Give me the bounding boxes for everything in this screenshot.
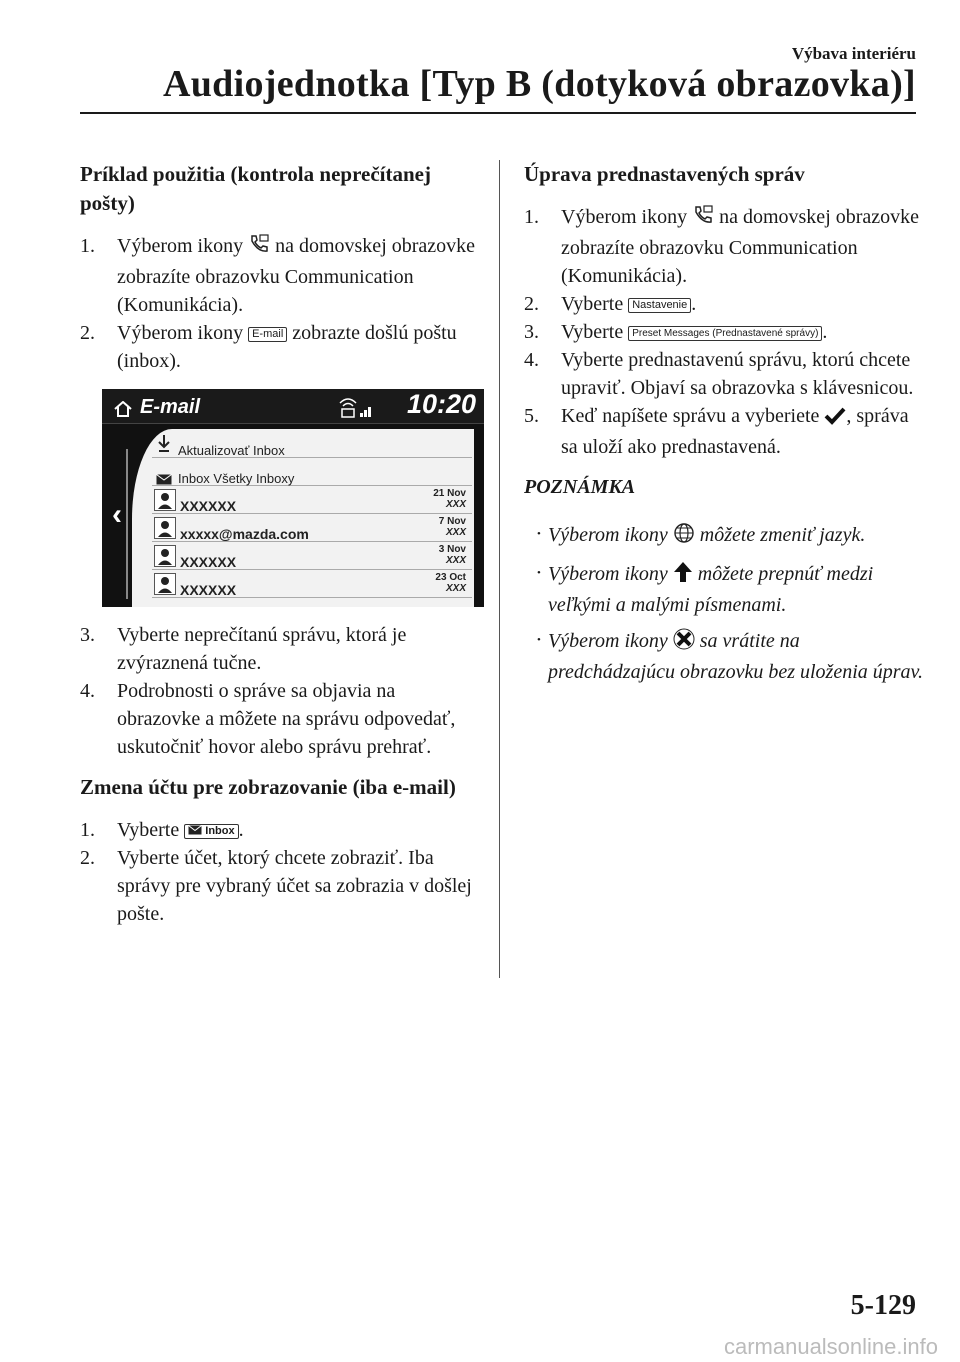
table-row[interactable] [152,487,472,514]
notes-list [524,521,924,686]
screen-clock: 10:20 [406,389,476,419]
mail-date: 23 Oct XXX [435,572,466,594]
home-icon[interactable] [114,397,132,425]
list-item-refresh[interactable] [152,431,472,458]
left-column [80,160,480,940]
steps-read-mail [80,621,480,761]
steps-edit-preset [524,203,924,461]
note-title: POZNÁMKA [524,476,636,498]
header-rule [80,112,916,114]
step-item [524,290,924,318]
step-number: 1. [524,206,539,228]
list-item-inbox-all[interactable] [152,459,472,486]
heading-change-account: Zmena účtu pre zobrazovanie (iba e-mail) [80,775,456,799]
avatar [154,573,176,595]
delete-x-icon [673,628,695,658]
step-number: 1. [80,235,95,257]
preset-messages-button[interactable]: Preset Messages (Prednastavené správy) [628,326,822,341]
step-item [80,844,480,928]
step-number: 5. [524,405,539,427]
note-item [524,560,924,619]
column-divider [499,160,500,978]
envelope-icon [188,825,202,835]
step-number: 2. [80,847,95,869]
list-item-label: Aktualizovať Inbox [178,443,285,458]
step-text: . [238,819,244,841]
email-screen [102,389,484,607]
step-text: Výberom ikony [561,206,688,228]
step-text: Výberom ikony [117,322,244,344]
header-title: Audiojednotka [Typ B (dotyková obrazovka)] [163,63,916,105]
steps-change-account [80,816,480,928]
globe-icon [673,522,695,552]
step-item [80,816,480,844]
phone-message-icon [692,204,714,234]
step-item [524,346,924,402]
inbox-button-label: Inbox [205,825,235,837]
step-item [524,203,924,290]
step-text: Vyberte [117,819,180,841]
list-item-label: Inbox Všetky Inboxy [178,471,295,486]
back-chevron-icon[interactable]: ‹ [112,498,122,531]
inbox-button[interactable] [184,824,238,839]
step-text: na domovskej obrazovke zobrazíte obrazovku Communication (Komunikácia). [117,235,476,316]
step-text: Vyberte účet, ktorý chcete zobraziť. Iba správy pre vybraný účet sa zobrazia v došlej pošte. [117,847,472,925]
table-row[interactable] [152,571,472,598]
mail-sender: XXXXXX [180,582,237,598]
table-row[interactable] [152,543,472,570]
shift-arrow-icon [673,561,693,591]
mail-date: 7 Nov XXX [438,516,466,538]
heading-check-unread: Príklad použitia (kontrola neprečítanej pošty) [80,162,431,215]
signal-icon [336,395,376,427]
note-text: sa vrátite na predchádzajúcu obrazovku bez uloženia úprav. [548,630,923,683]
step-number: 4. [80,680,95,702]
note-text: Výberom ikony [548,630,668,652]
step-text: Vyberte neprečítanú správu, ktorá je zvýraznená tučne. [117,624,407,674]
right-column [524,160,924,694]
step-text: Vyberte [561,321,624,343]
screen-title: E-mail [140,396,201,418]
mail-sender: xxxxx@mazda.com [180,526,309,542]
heading-edit-preset: Úprava prednastavených správ [524,162,805,186]
step-text: . [691,293,697,315]
phone-message-icon [248,233,270,263]
step-text: Podrobnosti o správe sa objavia na obrazovke a môžete na správu odpovedať, uskutočniť hovor alebo správu prehrať. [117,680,456,758]
step-text: Keď napíšete správu a vyberiete [561,405,820,427]
mail-date: 21 Nov XXX [433,488,466,510]
step-item [80,621,480,677]
step-text: . [822,321,828,343]
note-text: môžete zmeniť jazyk. [699,524,866,546]
mail-sender: XXXXXX [180,498,237,514]
step-number: 2. [524,293,539,315]
email-button[interactable]: E-mail [248,327,287,342]
step-text: zobrazte došlú poštu (inbox). [117,322,457,372]
step-item [80,677,480,761]
step-text: Vyberte prednastavenú správu, ktorú chcete upraviť. Objaví sa obrazovka s klávesnicou. [561,349,914,399]
step-item [80,232,480,319]
header-section: Výbava interiéru [791,44,916,63]
mail-date: 3 Nov XXX [438,544,466,566]
step-text: , správa sa uloží ako prednastavená. [561,405,909,458]
step-text: Výberom ikony [117,235,244,257]
settings-button[interactable]: Nastavenie [628,298,691,313]
avatar [154,545,176,567]
step-number: 2. [80,322,95,344]
step-text: na domovskej obrazovke zobrazíte obrazovku Communication (Komunikácia). [561,206,920,287]
table-row[interactable] [152,515,472,542]
email-list [132,429,474,607]
checkmark-icon [824,405,846,433]
step-item [80,319,480,375]
step-number: 3. [80,624,95,646]
step-number: 1. [80,819,95,841]
step-item [524,402,924,461]
note-text: Výberom ikony [548,563,668,585]
page-number: 5-129 [850,1290,916,1321]
avatar [154,489,176,511]
step-item [524,318,924,346]
step-number: 3. [524,321,539,343]
note-text: Výberom ikony [548,524,668,546]
note-text: môžete prepnúť medzi veľkými a malými písmenami. [548,563,874,616]
screen-top-bar [102,389,484,424]
step-text: Vyberte [561,293,624,315]
note-item [524,521,924,552]
mail-sender: XXXXXX [180,554,237,570]
step-number: 4. [524,349,539,371]
note-item [524,627,924,686]
footer-watermark: carmanualsonline.info [723,1334,938,1359]
avatar [154,517,176,539]
steps-check-unread [80,232,480,375]
